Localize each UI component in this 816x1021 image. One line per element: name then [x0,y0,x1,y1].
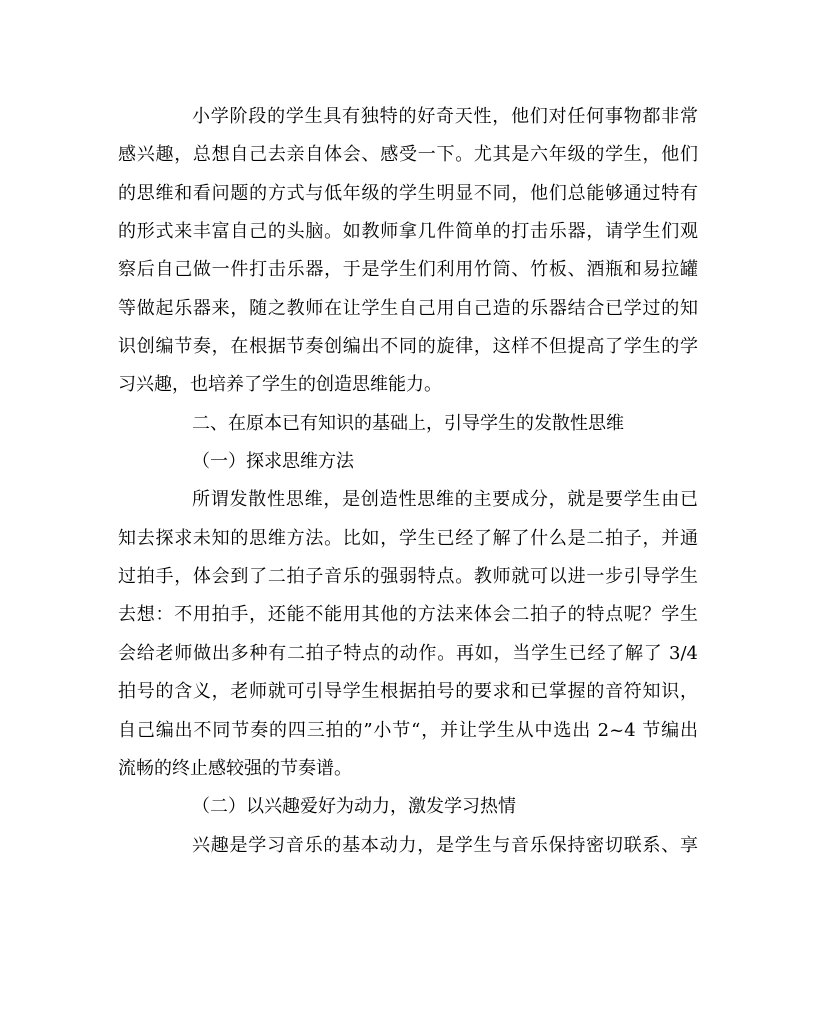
text-line: 察后自己做一件打击乐器，于是学生们利用竹筒、竹板、酒瓶和易拉罐 [118,259,698,281]
text-line: 感兴趣，总想自己去亲自体会、感受一下。尤其是六年级的学生，他们 [118,144,698,166]
text-line: 自己编出不同节奏的四三拍的”小节“，并让学生从中选出 2~4 节编出 [118,719,698,741]
text-line: 的思维和看问题的方式与低年级的学生明显不同，他们总能够通过特有 [118,182,698,204]
document-body [118,98,698,865]
text-line: 所谓发散性思维，是创造性思维的主要成分，就是要学生由已 [192,489,698,511]
text-line: 的形式来丰富自己的头脑。如教师拿几件简单的打击乐器，请学生们观 [118,221,698,243]
subsection-heading: （二）以兴趣爱好为动力，激发学习热情 [192,796,516,818]
text-line: 等做起乐器来，随之教师在让学生自己用自己造的乐器结合已学过的知 [118,297,698,319]
text-line: 小学阶段的学生具有独特的好奇天性，他们对任何事物都非常 [192,106,698,127]
text-line: 习兴趣，也培养了学生的创造思维能力。 [118,374,442,396]
text-line: 去想：不用拍手，还能不能用其他的方法来体会二拍子的特点呢？学生 [118,604,698,626]
text-line: 会给老师做出多种有二拍子特点的动作。再如，当学生已经了解了 3/4 [118,642,698,664]
text-line: 知去探求未知的思维方法。比如，学生已经了解了什么是二拍子，并通 [118,527,698,549]
section-heading: 二、在原本已有知识的基础上，引导学生的发散性思维 [192,412,624,434]
text-line: 过拍手，体会到了二拍子音乐的强弱特点。教师就可以进一步引导学生 [118,566,698,588]
paragraph-intro [118,98,698,405]
subsection-heading: （一）探求思维方法 [192,451,354,473]
text-line: 兴趣是学习音乐的基本动力，是学生与音乐保持密切联系、享 [192,834,698,856]
text-line: 拍号的含义，老师就可引导学生根据拍号的要求和已掌握的音符知识， [118,681,698,703]
paragraph-divergent-thinking [118,481,698,788]
text-line: 流畅的终止感较强的节奏谱。 [118,757,352,779]
text-line: 识创编节奏，在根据节奏创编出不同的旋律，这样不但提高了学生的学 [118,336,698,358]
paragraph-interest [118,827,698,865]
